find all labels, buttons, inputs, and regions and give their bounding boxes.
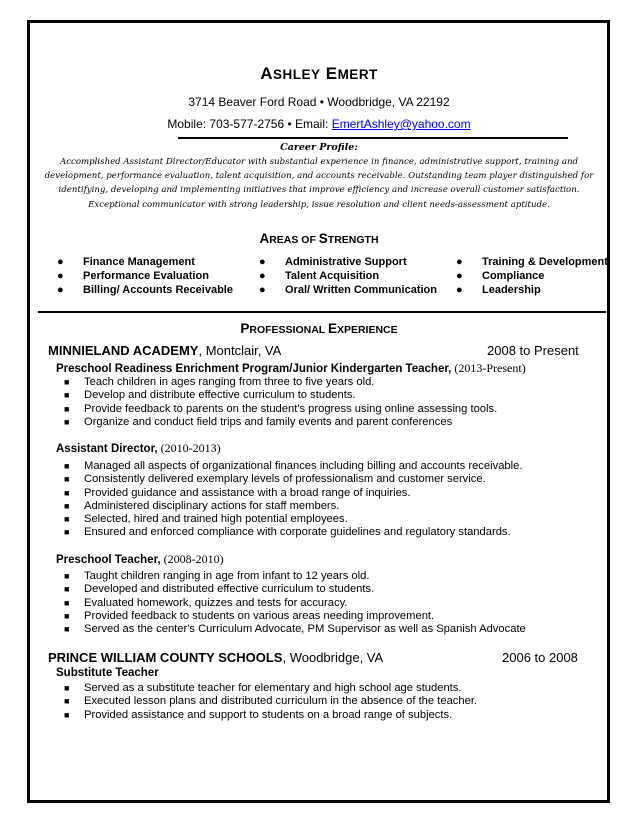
employment-dates: 2008 to Present — [487, 343, 579, 358]
bullet-icon: ■ — [64, 683, 70, 693]
bullet-icon: ● — [57, 256, 64, 268]
career-profile-title: Career Profile: — [280, 142, 358, 153]
employer-location: , Woodbridge, VA — [282, 650, 384, 665]
strength-item: ● Performance Evaluation — [57, 270, 209, 282]
mobile-text: Mobile: 703-577-2756 • Email: — [167, 117, 332, 131]
bullet-icon: ● — [456, 270, 463, 282]
employer-name: PRINCE WILLIAM COUNTY SCHOOLS — [48, 650, 283, 665]
list-item: ■ Administered disciplinary actions for staff members. — [64, 499, 340, 512]
bullet-icon: ■ — [64, 377, 70, 387]
list-item: ■ Evaluated homework, quizzes and tests for accuracy. — [64, 596, 348, 609]
list-item: ■ Provide feedback to parents on the student's progress using online assessing tools. — [64, 402, 498, 415]
job-role-title: Preschool Readiness Enrichment Program/Junior Kindergarten Teacher, (2013-Present) — [56, 361, 526, 375]
header-divider — [178, 137, 568, 139]
candidate-name: ASHLEY EMERT — [260, 64, 378, 83]
bullet-icon: ■ — [64, 514, 70, 525]
section-divider — [38, 311, 606, 313]
bullet-icon: ● — [456, 284, 463, 296]
strengths-column-1 — [57, 255, 233, 297]
strength-item: ● Compliance — [456, 270, 545, 282]
bullet-icon: ● — [57, 284, 64, 296]
bullet-icon: ■ — [64, 696, 70, 707]
bullet-icon: ■ — [64, 403, 70, 414]
bullet-icon: ■ — [64, 624, 70, 635]
duties-list — [64, 460, 522, 540]
bullet-icon: ■ — [64, 500, 70, 511]
strength-item: ● Training & Development — [456, 256, 608, 268]
list-item: ■ Served as a substitute teacher for elementary and high school age students. — [64, 682, 462, 694]
bullet-icon: ● — [259, 270, 266, 282]
bullet-icon: ● — [57, 270, 64, 282]
career-profile-text: Accomplished Assistant Director/Educator with substantial experience in finance, administrative support, training and development, performance evaluation, talent acquisition, and accounts receivable. Outstanding team player distinguished for identifying, developing and implementing initiatives that improve efficiency and increase overall customer satisfaction. Exceptional communicator with strong leadership, issue resolution and client needs-assessment aptitude. — [44, 157, 594, 210]
strength-item: ● Finance Management — [57, 256, 195, 268]
list-item: ■ Provided assistance and support to students on a broad range of subjects. — [64, 708, 453, 721]
bullet-icon: ■ — [64, 709, 70, 720]
contact-line — [0, 117, 638, 131]
list-item: ■ Developed and distributed effective curriculum to students. — [64, 583, 375, 596]
bullet-icon: ■ — [64, 527, 70, 538]
list-item: ■ Taught children ranging in age from infant to 12 years old. — [64, 570, 370, 582]
employer-line — [48, 650, 383, 665]
bullet-icon: ■ — [64, 584, 70, 595]
employment-dates: 2006 to 2008 — [502, 650, 578, 665]
strengths-column-2 — [259, 255, 437, 297]
bullet-icon: ● — [259, 284, 266, 296]
strength-item: ● Oral/ Written Communication — [259, 284, 437, 296]
strengths-column-3 — [456, 255, 608, 297]
job-role-title: Substitute Teacher — [56, 667, 159, 679]
strength-item: ● Billing/ Accounts Receivable — [57, 284, 233, 296]
professional-experience-title: PROFESSIONAL EXPERIENCE — [240, 321, 398, 336]
strength-item: ● Administrative Support — [259, 256, 407, 268]
bullet-icon: ■ — [64, 487, 70, 498]
bullet-icon: ■ — [64, 461, 70, 471]
email-link[interactable]: EmertAshley@yahoo.com — [331, 117, 471, 131]
list-item: ■ Consistently delivered exemplary levels of professionalism and customer service. — [64, 473, 486, 486]
address: 3714 Beaver Ford Road • Woodbridge, VA 22192 — [188, 95, 450, 109]
list-item: ■ Provided feedback to students on various areas needing improvement. — [64, 609, 435, 622]
list-item: ■ Executed lesson plans and distributed curriculum in the absence of the teacher. — [64, 695, 478, 708]
strength-item: ● Talent Acquisition — [259, 270, 380, 282]
bullet-icon: ■ — [64, 390, 70, 401]
job-role-title: Assistant Director, (2010-2013) — [56, 441, 221, 455]
bullet-icon: ■ — [64, 474, 70, 485]
duties-list — [64, 570, 526, 636]
duties-list — [64, 682, 477, 722]
list-item: ■ Ensured and enforced compliance with corporate guidelines and regulatory standards. — [64, 526, 511, 539]
list-item: ■ Served as the center's Curriculum Advocate, PM Supervisor as well as Spanish Advocate — [64, 623, 526, 636]
areas-of-strength-title: AREAS OF STRENGTH — [259, 231, 379, 246]
job-role-title: Preschool Teacher, (2008-2010) — [56, 552, 224, 566]
bullet-icon: ● — [259, 256, 266, 268]
list-item: ■ Selected, hired and trained high potential employees. — [64, 513, 348, 526]
list-item: ■ Managed all aspects of organizational finances including billing and accounts receivable. — [64, 460, 523, 472]
employer-location: , Montclair, VA — [198, 343, 282, 358]
bullet-icon: ■ — [64, 610, 70, 621]
bullet-icon: ■ — [64, 416, 70, 427]
employer-name: MINNIELAND ACADEMY — [48, 343, 199, 358]
list-item: ■ Teach children in ages ranging from three to five years old. — [64, 376, 375, 388]
duties-list — [64, 376, 497, 429]
list-item: ■ Develop and distribute effective curriculum to students. — [64, 389, 356, 402]
bullet-icon: ■ — [64, 571, 70, 581]
list-item: ■ Organize and conduct field trips and family events and parent conferences — [64, 415, 453, 428]
bullet-icon: ■ — [64, 597, 70, 608]
bullet-icon: ● — [456, 256, 463, 268]
strength-item: ● Leadership — [456, 284, 541, 296]
employer-line — [48, 343, 281, 358]
list-item: ■ Provided guidance and assistance with a broad range of inquiries. — [64, 486, 411, 499]
